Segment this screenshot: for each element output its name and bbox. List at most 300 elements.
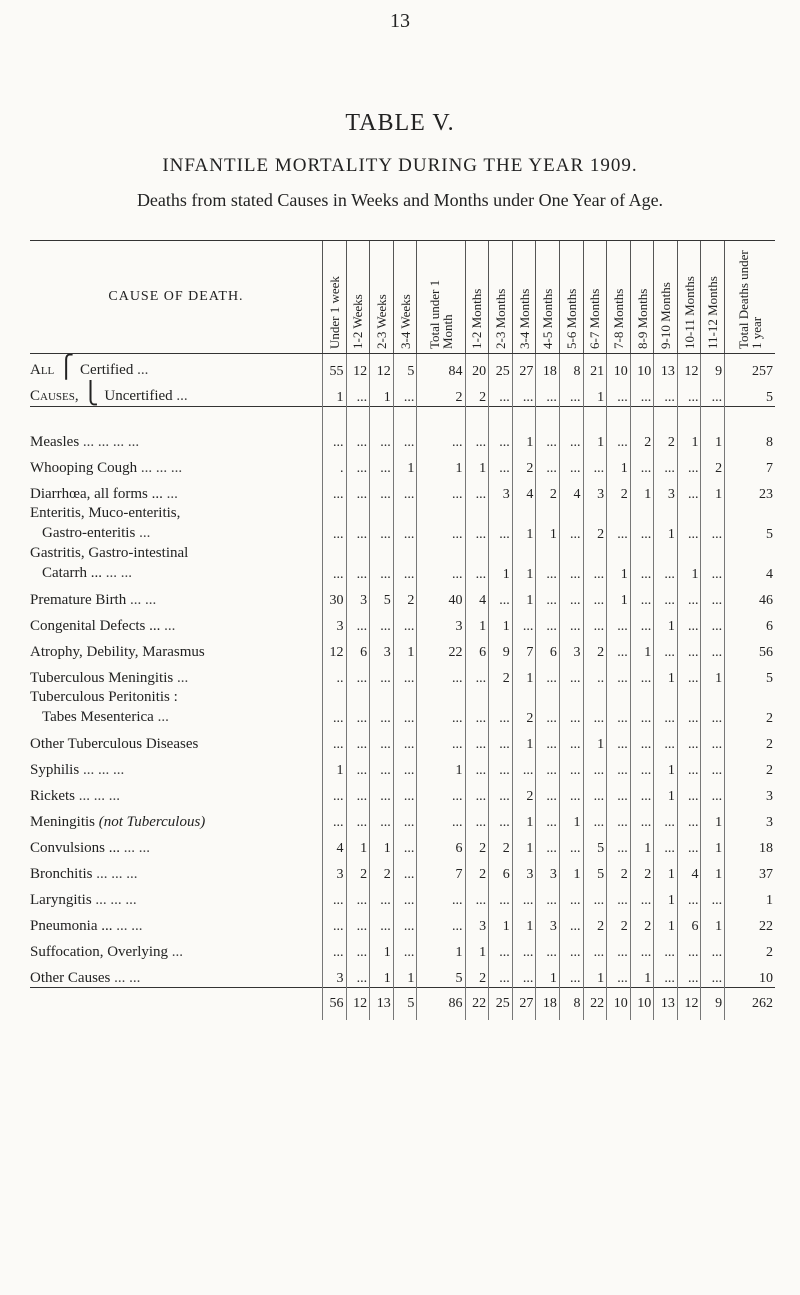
table-cell: 8 — [725, 425, 775, 451]
table-cell: ... — [512, 753, 536, 779]
table-cell: 1 — [630, 961, 654, 988]
table-cell: ... — [346, 380, 370, 407]
table-cell: ... — [346, 425, 370, 451]
table-cell: ... — [346, 503, 370, 543]
table-cell: ... — [630, 805, 654, 831]
table-cell: ... — [607, 935, 631, 961]
table-cell: 1 — [465, 451, 489, 477]
table-cell: 8 — [559, 988, 583, 1021]
table-cell: 27 — [512, 988, 536, 1021]
table-cell: ... — [322, 727, 346, 753]
table-cell: 4 — [465, 583, 489, 609]
table-subtitle: INFANTILE MORTALITY DURING THE YEAR 1909. — [162, 155, 638, 176]
table-cell: ... — [370, 503, 394, 543]
table-cell: 6 — [465, 635, 489, 661]
cause-label: Whooping Cough — [30, 460, 138, 476]
table-cell: 22 — [725, 909, 775, 935]
table-cell: ... — [393, 477, 417, 503]
row-label — [30, 609, 322, 635]
table-cell: ... — [417, 779, 465, 805]
column-header-text: 8-9 Months — [634, 288, 650, 349]
table-cell: ... — [370, 779, 394, 805]
row-label — [30, 503, 322, 543]
table-cell: 13 — [370, 988, 394, 1021]
cause-label: Enteritis, Muco-enteritis, — [30, 505, 181, 521]
table-row — [30, 583, 775, 609]
table-cell: ... — [559, 583, 583, 609]
cause-label-line2: Gastro-enteritis — [42, 525, 136, 541]
table-cell: 3 — [512, 857, 536, 883]
table-cell: ... — [536, 451, 560, 477]
table-cell: ... — [677, 661, 701, 687]
column-header — [536, 241, 560, 354]
table-cell: ... — [536, 380, 560, 407]
table-cell: ... — [583, 609, 607, 635]
table-cell: ... — [701, 609, 725, 635]
table-cell: 1 — [654, 609, 678, 635]
table-cell: 1 — [583, 727, 607, 753]
table-cell: 1 — [322, 380, 346, 407]
table-row — [30, 961, 775, 988]
table-cell: ... — [536, 727, 560, 753]
table-cell: ... — [370, 451, 394, 477]
table-cell: ... — [393, 503, 417, 543]
table-cell: 7 — [512, 635, 536, 661]
leader-dots: ... ... — [123, 840, 151, 856]
table-cell: ... — [370, 477, 394, 503]
table-cell: ... — [393, 935, 417, 961]
table-cell: ... — [465, 687, 489, 727]
table-cell: 2 — [607, 909, 631, 935]
table-cell: 3 — [536, 909, 560, 935]
table-cell: ... — [346, 935, 370, 961]
table-cell: ... — [322, 883, 346, 909]
table-cell: 1 — [512, 805, 536, 831]
table-cell: ... — [630, 609, 654, 635]
table-cell: ... — [512, 935, 536, 961]
table-cell: 1 — [370, 831, 394, 857]
row-label — [30, 753, 322, 779]
cause-label: Meningitis — [30, 814, 96, 830]
column-header — [417, 241, 465, 354]
table-cell: ... — [677, 779, 701, 805]
table-cell: ... — [583, 451, 607, 477]
table-cell: 2 — [583, 909, 607, 935]
table-cell: ... — [370, 805, 394, 831]
table-cell: 5 — [417, 961, 465, 988]
table-cell: 1 — [630, 635, 654, 661]
table-cell: ... — [322, 779, 346, 805]
table-cell: 7 — [725, 451, 775, 477]
table-cell: 1 — [701, 425, 725, 451]
table-cell: 1 — [489, 543, 513, 583]
table-cell: ... — [630, 883, 654, 909]
table-cell: 9 — [701, 354, 725, 381]
table-cell: ... — [536, 583, 560, 609]
table-cell: 18 — [536, 354, 560, 381]
table-cell: 6 — [677, 909, 701, 935]
table-cell: 3 — [322, 961, 346, 988]
cause-label-line2: Tabes Mesenterica — [42, 709, 154, 725]
table-cell: ... — [322, 805, 346, 831]
all-causes-certified-row — [30, 354, 775, 381]
column-header-text: 2-3 Months — [492, 288, 508, 349]
table-cell: ... — [677, 687, 701, 727]
table-cell: ... — [465, 661, 489, 687]
table-cell: 22 — [417, 635, 465, 661]
table-cell: 1 — [512, 503, 536, 543]
table-cell: 1 — [370, 380, 394, 407]
table-cell: 2 — [370, 857, 394, 883]
table-cell: ... — [559, 727, 583, 753]
table-cell: ... — [654, 805, 678, 831]
table-cell: ... — [607, 831, 631, 857]
table-cell: ... — [701, 779, 725, 805]
table-cell: ... — [393, 380, 417, 407]
table-cell: ... — [465, 805, 489, 831]
table-cell: ... — [701, 727, 725, 753]
leader-dots: ... ... — [105, 565, 132, 581]
row-label — [30, 831, 322, 857]
column-header-text: 4-5 Months — [540, 288, 556, 349]
column-header — [346, 241, 370, 354]
table-cell: 2 — [607, 857, 631, 883]
table-cell: 4 — [512, 477, 536, 503]
table-cell: ... — [536, 779, 560, 805]
table-cell: 5 — [725, 380, 775, 407]
table-cell: .. — [583, 661, 607, 687]
column-header — [630, 241, 654, 354]
table-cell: 25 — [489, 988, 513, 1021]
table-cell: 3 — [559, 635, 583, 661]
table-title: TABLE V. — [345, 110, 455, 136]
table-cell: ... — [630, 727, 654, 753]
table-cell: ... — [417, 477, 465, 503]
table-cell: ... — [630, 451, 654, 477]
table-cell: ... — [559, 909, 583, 935]
table-cell: 3 — [322, 857, 346, 883]
table-cell: ... — [630, 503, 654, 543]
table-cell: 2 — [630, 909, 654, 935]
table-cell: 1 — [630, 477, 654, 503]
table-cell: ... — [583, 805, 607, 831]
cause-label: Tuberculous Peritonitis : — [30, 689, 178, 705]
table-cell: 1 — [607, 583, 631, 609]
cause-label: Syphilis — [30, 762, 80, 778]
table-cell: ... — [370, 543, 394, 583]
table-cell: 1 — [559, 857, 583, 883]
table-cell: ... — [393, 831, 417, 857]
table-cell: ... — [417, 805, 465, 831]
cause-label: Atrophy, Debility, Marasmus — [30, 644, 205, 660]
table-cell: ... — [583, 583, 607, 609]
table-cell: ... — [607, 503, 631, 543]
column-header — [654, 241, 678, 354]
cause-label-line2: Catarrh ... — [42, 565, 102, 581]
table-cell: ... — [654, 543, 678, 583]
table-cell: ... — [322, 503, 346, 543]
leader-dots: ... — [166, 486, 178, 502]
table-cell: ... — [393, 609, 417, 635]
table-row — [30, 727, 775, 753]
table-cell: ... — [417, 503, 465, 543]
table-cell: 2 — [607, 477, 631, 503]
table-cell: 9 — [701, 988, 725, 1021]
table-cell: 3 — [654, 477, 678, 503]
table-cell: ... — [701, 935, 725, 961]
row-label — [30, 727, 322, 753]
table-cell: ... — [512, 609, 536, 635]
table-cell: 2 — [654, 425, 678, 451]
table-cell: 2 — [465, 380, 489, 407]
table-cell: 1 — [701, 661, 725, 687]
table-cell: 6 — [536, 635, 560, 661]
table-cell: 2 — [465, 961, 489, 988]
table-cell: 22 — [583, 988, 607, 1021]
table-cell: ... — [322, 687, 346, 727]
table-cell: 2 — [701, 451, 725, 477]
table-row — [30, 451, 775, 477]
table-cell: 4 — [322, 831, 346, 857]
table-cell: ... — [346, 451, 370, 477]
table-cell: ... — [654, 961, 678, 988]
table-cell: ... — [536, 661, 560, 687]
table-cell: ... — [393, 727, 417, 753]
table-cell: 1 — [654, 753, 678, 779]
table-cell: ... — [677, 961, 701, 988]
table-cell: ... — [654, 380, 678, 407]
table-cell: ... — [489, 380, 513, 407]
totals-row — [30, 988, 775, 1021]
row-label — [30, 909, 322, 935]
table-cell: 1 — [583, 961, 607, 988]
uncertified-label: Uncertified — [104, 388, 173, 404]
table-cell: 10 — [607, 988, 631, 1021]
table-cell: 1 — [701, 477, 725, 503]
table-cell: ... — [393, 805, 417, 831]
cause-header: CAUSE OF DEATH. — [30, 241, 322, 354]
table-cell: ... — [370, 883, 394, 909]
column-header — [465, 241, 489, 354]
table-cell: ... — [393, 753, 417, 779]
leader-dots: ... — [164, 618, 176, 634]
table-cell: 2 — [725, 727, 775, 753]
row-label: Causes, ⎩ Uncertified ... — [30, 380, 188, 405]
table-cell: 10 — [630, 354, 654, 381]
table-cell: 1 — [370, 935, 394, 961]
certified-label: Certified — [80, 362, 134, 378]
cause-label: Congenital Defects ... — [30, 618, 161, 634]
leader-dots: ... — [157, 709, 169, 725]
table-cell: ... — [489, 727, 513, 753]
table-cell: ... — [630, 661, 654, 687]
table-cell: 10 — [607, 354, 631, 381]
table-row — [30, 805, 775, 831]
leader-dots: ... ... ... — [82, 762, 125, 778]
table-cell: 3 — [370, 635, 394, 661]
table-cell: ... — [654, 831, 678, 857]
row-label — [30, 779, 322, 805]
table-cell: ... — [677, 883, 701, 909]
column-header — [725, 241, 775, 354]
table-cell: ... — [630, 935, 654, 961]
table-cell: 1 — [701, 805, 725, 831]
table-cell: 1 — [489, 609, 513, 635]
table-cell: ... — [559, 779, 583, 805]
table-cell: 1 — [346, 831, 370, 857]
table-cell: ... — [393, 779, 417, 805]
table-cell: ... — [393, 687, 417, 727]
table-row — [30, 935, 775, 961]
table-cell: ... — [607, 661, 631, 687]
column-header — [677, 241, 701, 354]
cause-label-italic: (not Tuberculous) — [98, 814, 206, 830]
table-cell: 1 — [370, 961, 394, 988]
table-cell: ... — [536, 425, 560, 451]
table-cell: ... — [536, 831, 560, 857]
table-cell: ... — [559, 503, 583, 543]
table-cell: ... — [489, 425, 513, 451]
table-cell: 1 — [654, 909, 678, 935]
column-header-text: Total Deaths under 1 year — [736, 250, 765, 349]
table-cell: ... — [370, 727, 394, 753]
table-cell: ... — [417, 687, 465, 727]
table-cell: 86 — [417, 988, 465, 1021]
table-cell: 1 — [322, 753, 346, 779]
table-cell: 2 — [465, 831, 489, 857]
table-cell: 3 — [465, 909, 489, 935]
table-row — [30, 661, 775, 687]
table-cell: ... — [393, 883, 417, 909]
table-cell: ... — [465, 503, 489, 543]
row-label — [30, 805, 322, 831]
all-label: All — [30, 362, 55, 378]
table-cell: ... — [607, 961, 631, 988]
table-cell: ... — [346, 779, 370, 805]
table-cell: ... — [559, 609, 583, 635]
table-cell: . — [322, 451, 346, 477]
table-cell: 2 — [465, 857, 489, 883]
table-cell: 2 — [725, 687, 775, 727]
table-cell: ... — [630, 583, 654, 609]
table-cell: .. — [322, 661, 346, 687]
table-cell: 1 — [677, 425, 701, 451]
table-cell: 1 — [654, 857, 678, 883]
cause-label: Diarrhœa, all forms ... — [30, 486, 163, 502]
table-cell: 4 — [677, 857, 701, 883]
table-cell: ... — [701, 753, 725, 779]
table-cell: ... — [677, 451, 701, 477]
table-cell: 13 — [654, 988, 678, 1021]
table-cell: 3 — [489, 477, 513, 503]
table-cell: ... — [630, 779, 654, 805]
table-cell: ... — [701, 583, 725, 609]
table-cell: ... — [583, 543, 607, 583]
table-cell: 1 — [654, 883, 678, 909]
column-header-text: 1-2 Weeks — [350, 294, 366, 349]
table-cell: ... — [630, 543, 654, 583]
cause-label: Suffocation, Overlying — [30, 944, 169, 960]
table-cell: 1 — [512, 909, 536, 935]
table-cell: ... — [346, 727, 370, 753]
table-cell: ... — [630, 753, 654, 779]
table-cell: ... — [701, 635, 725, 661]
table-cell: ... — [701, 883, 725, 909]
table-cell: ... — [465, 727, 489, 753]
leader-dots: ... ... ... — [96, 866, 138, 882]
table-cell: 1 — [512, 425, 536, 451]
table-cell: ... — [370, 661, 394, 687]
row-label — [30, 583, 322, 609]
table-cell: 1 — [465, 935, 489, 961]
table-cell: 10 — [630, 988, 654, 1021]
leader-dots: ... ... ... ... — [82, 434, 140, 450]
column-header-text: 7-8 Months — [610, 288, 626, 349]
table-cell: ... — [607, 805, 631, 831]
table-row — [30, 883, 775, 909]
column-header-text: 2-3 Weeks — [373, 294, 389, 349]
table-cell: ... — [417, 909, 465, 935]
table-cell: 6 — [489, 857, 513, 883]
table-cell: 1 — [393, 961, 417, 988]
table-cell: 3 — [583, 477, 607, 503]
table-cell: 6 — [417, 831, 465, 857]
cause-label: Pneumonia ... — [30, 918, 113, 934]
table-row — [30, 857, 775, 883]
table-cell: ... — [489, 687, 513, 727]
table-cell: ... — [370, 609, 394, 635]
table-cell: ... — [346, 909, 370, 935]
table-cell: 2 — [725, 753, 775, 779]
table-cell: ... — [393, 425, 417, 451]
table-cell: 10 — [725, 961, 775, 988]
table-row — [30, 503, 775, 543]
table-cell: ... — [559, 961, 583, 988]
cause-label: Measles — [30, 434, 80, 450]
column-header-text: Total under 1 Month — [426, 279, 455, 349]
table-cell: ... — [677, 477, 701, 503]
table-row — [30, 831, 775, 857]
leader-dots: ... ... — [114, 970, 141, 986]
table-cell: 1 — [512, 831, 536, 857]
table-cell: 3 — [322, 609, 346, 635]
column-header-text: 5-6 Months — [563, 288, 579, 349]
table-cell: ... — [559, 380, 583, 407]
table-cell: 2 — [512, 451, 536, 477]
table-cell: ... — [677, 635, 701, 661]
table-cell: 1 — [701, 831, 725, 857]
table-cell: 1 — [536, 503, 560, 543]
table-cell: 2 — [725, 935, 775, 961]
table-cell: ... — [346, 609, 370, 635]
table-cell: ... — [630, 687, 654, 727]
table-cell: 1 — [417, 935, 465, 961]
table-cell: ... — [465, 425, 489, 451]
causes-label: Causes, — [30, 388, 79, 404]
table-cell: 21 — [583, 354, 607, 381]
table-cell: ... — [583, 779, 607, 805]
table-cell: ... — [370, 753, 394, 779]
table-cell: 3 — [346, 583, 370, 609]
table-cell: ... — [607, 727, 631, 753]
table-cell: ... — [701, 543, 725, 583]
table-cell: 1 — [654, 661, 678, 687]
table-cell: 2 — [583, 503, 607, 543]
table-cell: 20 — [465, 354, 489, 381]
table-cell: ... — [536, 543, 560, 583]
table-cell: ... — [489, 753, 513, 779]
table-cell: 257 — [725, 354, 775, 381]
